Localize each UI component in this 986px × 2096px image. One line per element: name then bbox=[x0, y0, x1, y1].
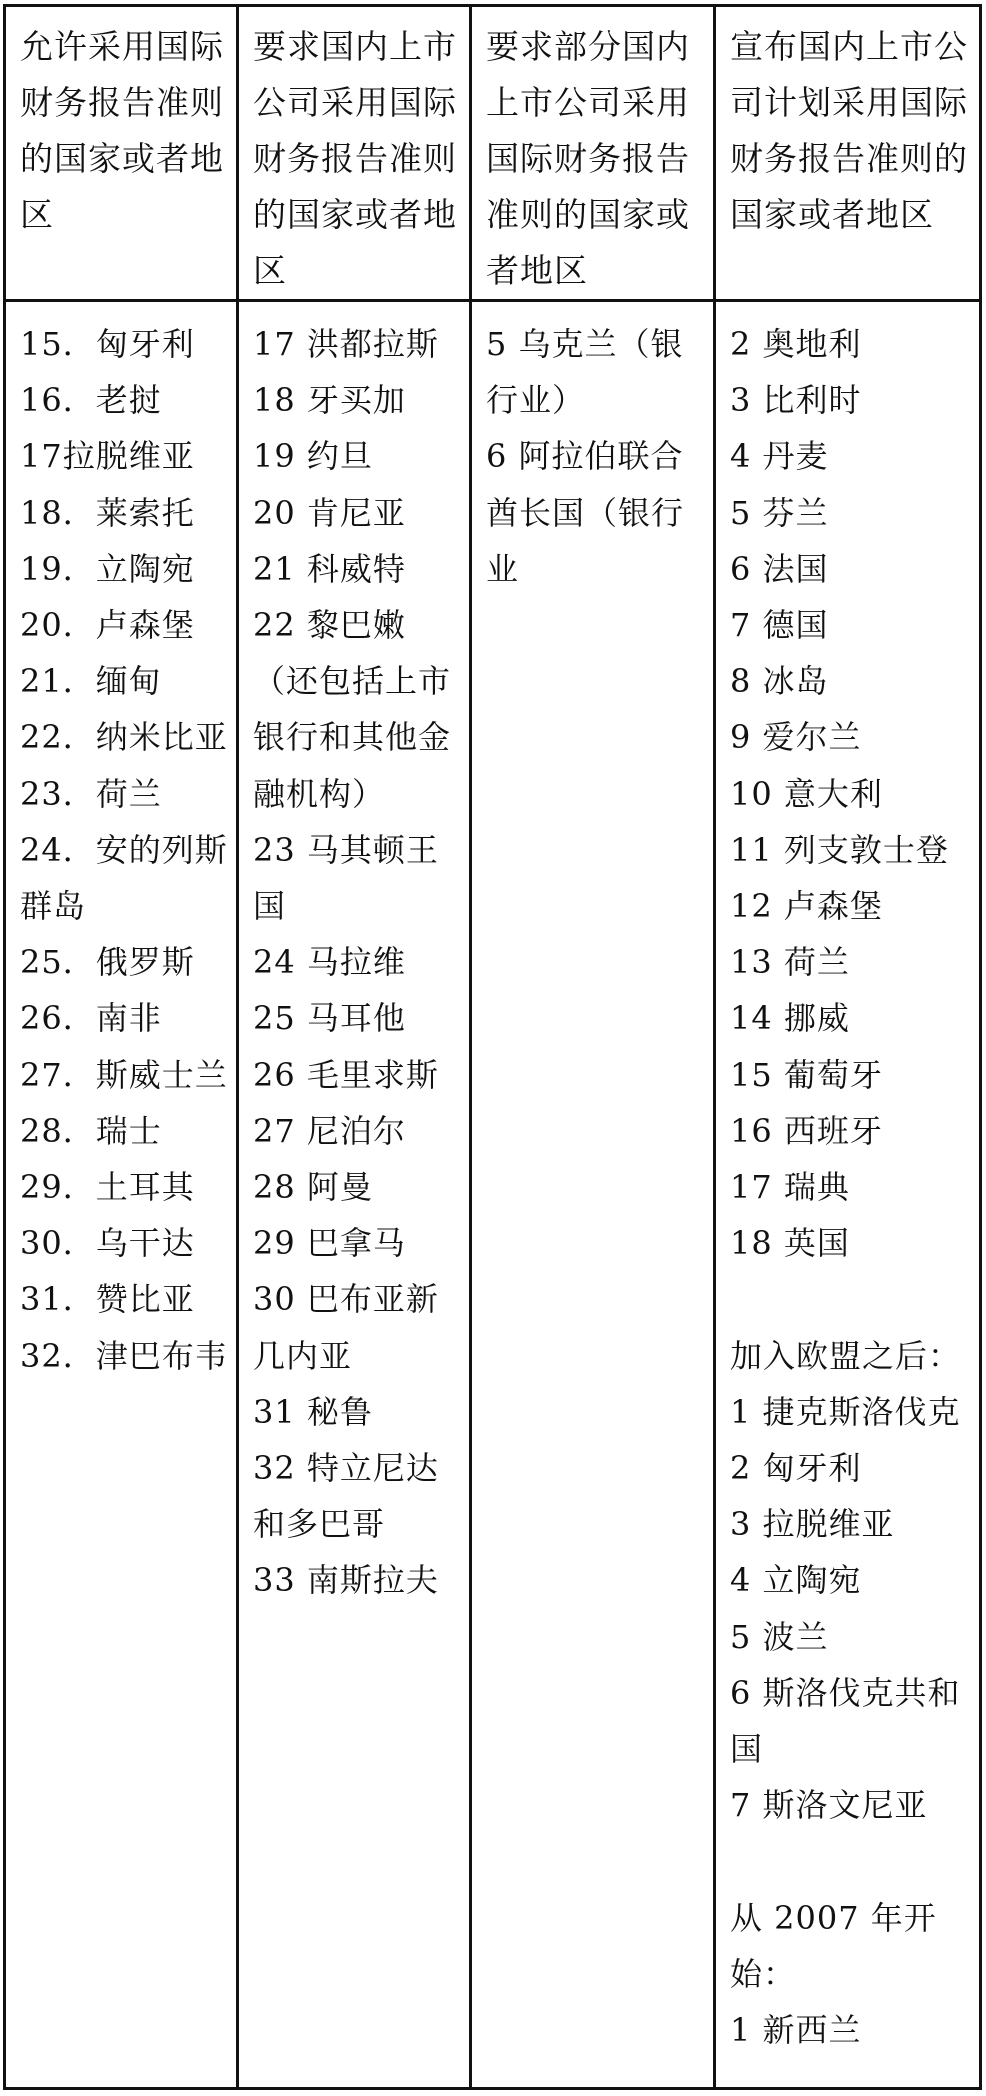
list-item: 24 马拉维 bbox=[253, 943, 406, 982]
list-item: 5 芬兰 bbox=[730, 493, 829, 532]
list-item: 24．安的列斯群岛 bbox=[20, 830, 228, 926]
list-item: 7 德国 bbox=[730, 606, 829, 645]
list-item: 19．立陶宛 bbox=[20, 549, 195, 588]
list-item: 26 毛里求斯 bbox=[253, 1055, 439, 1094]
list-item: 31 秘鲁 bbox=[253, 1392, 373, 1431]
list-item: 20．卢森堡 bbox=[20, 606, 195, 645]
list-item: 17 洪都拉斯 bbox=[253, 325, 439, 363]
list-item: 15 葡萄牙 bbox=[730, 1055, 883, 1094]
list-item: 21 科威特 bbox=[253, 549, 406, 588]
list-item: 22 黎巴嫩（还包括上市银行和其他金融机构） bbox=[253, 606, 452, 813]
list-item: 18 牙买加 bbox=[253, 381, 406, 420]
list-item: 6 法国 bbox=[730, 549, 829, 588]
list-item: 9 爱尔兰 bbox=[730, 718, 862, 757]
list-item: 从 2007 年开始： bbox=[730, 1898, 937, 1993]
list-item: 30 巴布亚新几内亚 bbox=[253, 1280, 439, 1375]
list-item: 7 斯洛文尼亚 bbox=[730, 1786, 928, 1825]
col-required-all bbox=[238, 301, 471, 2089]
col-required-some bbox=[471, 301, 715, 2089]
list-item: 16 西班牙 bbox=[730, 1111, 883, 1150]
header-required-all-text: 要求国内上市公司采用国际财务报告准则的国家或者地区 bbox=[253, 27, 457, 290]
col-planned bbox=[715, 301, 981, 2089]
list-item: 26．南非 bbox=[20, 999, 162, 1038]
list-item: 5 乌克兰（银行业） bbox=[486, 325, 684, 420]
list-item: 21．缅甸 bbox=[20, 662, 162, 701]
ifrs-adoption-table bbox=[3, 4, 982, 2090]
list-item: 4 丹麦 bbox=[730, 437, 829, 476]
list-item: 20 肯尼亚 bbox=[253, 493, 406, 532]
list-item: 27 尼泊尔 bbox=[253, 1111, 406, 1150]
body-row bbox=[5, 301, 981, 2089]
list-item: 1 捷克斯洛伐克 bbox=[730, 1392, 961, 1431]
list-required-all bbox=[253, 316, 469, 1609]
list-item: 28．瑞士 bbox=[20, 1111, 162, 1150]
list-item: 29．土耳其 bbox=[20, 1168, 195, 1207]
header-required-all bbox=[238, 6, 471, 301]
list-item: 6 斯洛伐克共和国 bbox=[730, 1673, 961, 1769]
list-item: 17 瑞典 bbox=[730, 1168, 850, 1207]
list-item: 23．荷兰 bbox=[20, 774, 162, 813]
list-item: 23 马其顿王国 bbox=[253, 830, 439, 926]
header-permitted bbox=[5, 6, 238, 301]
list-item bbox=[730, 1833, 979, 1889]
list-item: 10 意大利 bbox=[730, 774, 883, 813]
list-item: 22．纳米比亚 bbox=[20, 718, 228, 757]
header-required-some-text: 要求部分国内上市公司采用国际财务报告准则的国家或者地区 bbox=[486, 27, 690, 290]
list-item: 2 匈牙利 bbox=[730, 1449, 862, 1488]
list-item: 25 马耳他 bbox=[253, 999, 406, 1038]
list-item: 13 荷兰 bbox=[730, 943, 850, 982]
list-item: 33 南斯拉夫 bbox=[253, 1561, 439, 1600]
list-required-some bbox=[486, 316, 713, 597]
list-item: 3 拉脱维亚 bbox=[730, 1505, 895, 1544]
list-planned bbox=[730, 316, 979, 2058]
header-planned-text: 宣布国内上市公司计划采用国际财务报告准则的国家或者地区 bbox=[730, 27, 968, 234]
list-item: 14 挪威 bbox=[730, 999, 850, 1038]
list-item: 8 冰岛 bbox=[730, 662, 829, 701]
table-header bbox=[5, 6, 981, 301]
list-item: 25．俄罗斯 bbox=[20, 943, 195, 982]
table-body bbox=[5, 301, 981, 2089]
list-item: 18 英国 bbox=[730, 1224, 850, 1263]
header-permitted-text: 允许采用国际财务报告准则的国家或者地区 bbox=[20, 27, 224, 234]
list-item: 4 立陶宛 bbox=[730, 1561, 862, 1600]
list-item: 18．莱索托 bbox=[20, 493, 195, 532]
list-item: 31．赞比亚 bbox=[20, 1280, 195, 1319]
list-item: 30．乌干达 bbox=[20, 1224, 195, 1263]
list-item: 2 奥地利 bbox=[730, 325, 862, 363]
list-item: 32．津巴布韦 bbox=[20, 1336, 228, 1375]
list-item: 27．斯威士兰 bbox=[20, 1055, 228, 1094]
list-item: 3 比利时 bbox=[730, 381, 862, 420]
list-item: 29 巴拿马 bbox=[253, 1224, 406, 1263]
list-item: 11 列支敦士登 bbox=[730, 830, 949, 869]
list-item: 28 阿曼 bbox=[253, 1168, 373, 1207]
list-item: 6 阿拉伯联合酋长国（银行业 bbox=[486, 437, 685, 588]
list-item: 加入欧盟之后： bbox=[730, 1336, 962, 1375]
header-required-some bbox=[471, 6, 715, 301]
list-item: 32 特立尼达和多巴哥 bbox=[253, 1449, 439, 1544]
list-permitted bbox=[20, 316, 236, 1384]
list-item: 12 卢森堡 bbox=[730, 887, 883, 926]
list-item: 19 约旦 bbox=[253, 437, 373, 476]
header-row bbox=[5, 6, 981, 301]
list-item: 1 新西兰 bbox=[730, 2011, 862, 2050]
header-planned bbox=[715, 6, 981, 301]
list-item: 16．老挝 bbox=[20, 381, 162, 420]
list-item: 5 波兰 bbox=[730, 1617, 829, 1656]
list-item: 17拉脱维亚 bbox=[20, 437, 195, 476]
list-item bbox=[730, 1271, 979, 1327]
list-item: 15．匈牙利 bbox=[20, 325, 195, 363]
col-permitted bbox=[5, 301, 238, 2089]
